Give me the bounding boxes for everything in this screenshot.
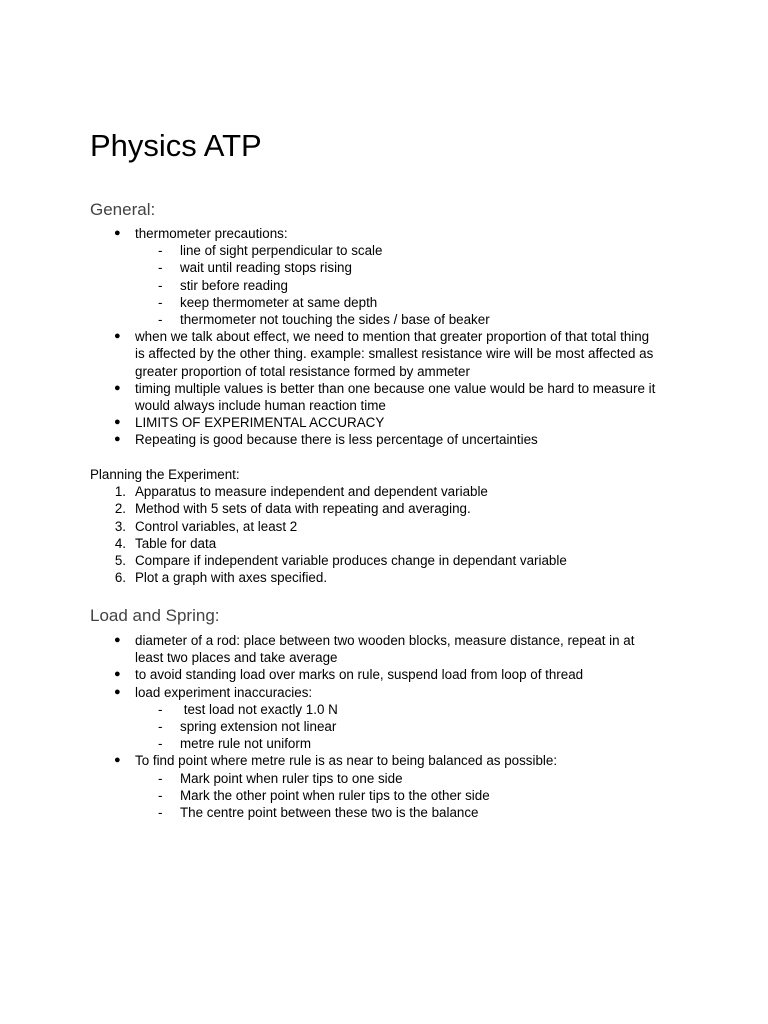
dash-marker: - xyxy=(158,701,163,717)
bullet-item xyxy=(90,414,690,431)
numbered-item-text: Control variables, at least 2 xyxy=(135,518,298,534)
sub-item xyxy=(90,770,690,787)
bullet-marker: ● xyxy=(114,634,121,646)
numbered-item xyxy=(90,500,690,517)
numbered-item xyxy=(90,535,690,552)
bullet-item xyxy=(90,380,690,414)
sub-item xyxy=(90,701,690,718)
item-number: 5. xyxy=(114,552,126,568)
sub-item-text: Mark point when ruler tips to one side xyxy=(180,770,403,786)
planning-numbered-list xyxy=(90,483,690,586)
sub-item xyxy=(90,277,690,294)
bullet-item xyxy=(90,666,690,683)
sub-item-text: keep thermometer at same depth xyxy=(180,294,378,310)
bullet-text-line: Repeating is good because there is less percentage of uncertainties xyxy=(135,432,538,448)
numbered-item-text: Plot a graph with axes specified. xyxy=(135,570,328,586)
item-number: 4. xyxy=(114,535,126,551)
bullet-text-line: greater proportion of total resistance formed by ammeter xyxy=(135,363,470,379)
dash-marker: - xyxy=(158,243,163,259)
numbered-item-text: Table for data xyxy=(135,535,217,551)
bullet-marker: ● xyxy=(114,381,121,394)
dash-marker: - xyxy=(158,718,163,734)
bullet-marker: ● xyxy=(114,416,121,429)
sub-item-text: The centre point between these two is the balance xyxy=(180,804,479,820)
bullet-text-line: load experiment inaccuracies: xyxy=(135,684,313,700)
sub-item-text: Mark the other point when ruler tips to the other side xyxy=(180,787,490,803)
planning-section xyxy=(90,466,690,586)
sub-item-text: line of sight perpendicular to scale xyxy=(180,243,383,259)
bullet-text-line: LIMITS OF EXPERIMENTAL ACCURACY xyxy=(135,415,385,431)
numbered-item-text: Apparatus to measure independent and dependent variable xyxy=(135,484,488,500)
sub-item-text: wait until reading stops rising xyxy=(180,260,352,276)
bullet-item xyxy=(90,328,690,380)
bullet-text-line: diameter of a rod: place between two wooden blocks, measure distance, repeat in at xyxy=(135,633,635,648)
item-number: 6. xyxy=(114,570,126,586)
item-number: 1. xyxy=(114,484,126,500)
bullet-item xyxy=(90,431,690,448)
bullet-text-line: is affected by the other thing. example: smallest resistance wire will be most affected as xyxy=(135,346,654,362)
bullet-marker: ● xyxy=(114,754,121,767)
bullet-marker: ● xyxy=(114,668,121,681)
sub-item xyxy=(90,311,690,328)
sub-item-text: test load not exactly 1.0 N xyxy=(180,701,338,717)
general-bullet-list xyxy=(90,225,690,448)
numbered-item xyxy=(90,569,690,586)
bullet-text-line: timing multiple values is better than one because one value would be hard to measure it xyxy=(135,380,656,396)
sub-item xyxy=(90,242,690,259)
bullet-text-line: to avoid standing load over marks on rule, suspend load from loop of thread xyxy=(135,667,584,683)
bullet-text-line: least two places and take average xyxy=(135,650,338,666)
item-number: 3. xyxy=(114,518,126,534)
sub-item xyxy=(90,735,690,752)
bullet-item xyxy=(90,752,690,769)
bullet-text-line: To find point where metre rule is as near to being balanced as possible: xyxy=(135,753,558,769)
sub-item-text: metre rule not uniform xyxy=(180,736,311,752)
numbered-item xyxy=(90,552,690,569)
numbered-item xyxy=(90,483,690,500)
bullet-text-line: thermometer precautions: xyxy=(135,226,288,241)
bullet-text-line: would always include human reaction time xyxy=(135,397,386,413)
planning-heading: Planning the Experiment: xyxy=(90,467,240,482)
dash-marker: - xyxy=(158,311,163,327)
sub-item xyxy=(90,259,690,276)
dash-marker: - xyxy=(158,294,163,310)
sub-item xyxy=(90,718,690,735)
page-title: Physics ATP xyxy=(90,128,262,163)
load-bullet-list xyxy=(90,632,690,821)
bullet-marker: ● xyxy=(114,227,121,239)
bullet-marker: ● xyxy=(114,685,121,698)
sub-item-text: thermometer not touching the sides / base of beaker xyxy=(180,311,490,327)
bullet-marker: ● xyxy=(114,433,121,446)
bullet-item xyxy=(90,684,690,701)
bullet-text-line: when we talk about effect, we need to mention that greater proportion of that total thing xyxy=(135,329,650,345)
heading-general: General: xyxy=(90,200,156,219)
sub-item xyxy=(90,787,690,804)
dash-marker: - xyxy=(158,787,163,803)
item-number: 2. xyxy=(114,501,126,517)
dash-marker: - xyxy=(158,277,163,293)
dash-marker: - xyxy=(158,736,163,752)
sub-item xyxy=(90,804,690,821)
numbered-item-text: Compare if independent variable produces change in dependant variable xyxy=(135,552,567,568)
numbered-item-text: Method with 5 sets of data with repeating and averaging. xyxy=(135,501,471,517)
bullet-item xyxy=(90,225,690,242)
bullet-item xyxy=(90,632,690,666)
sub-item-text: stir before reading xyxy=(180,277,288,293)
numbered-item xyxy=(90,518,690,535)
bullet-marker: ● xyxy=(114,330,121,343)
dash-marker: - xyxy=(158,770,163,786)
dash-marker: - xyxy=(158,260,163,276)
sub-item xyxy=(90,294,690,311)
heading-load-and-spring: Load and Spring: xyxy=(90,606,220,625)
dash-marker: - xyxy=(158,804,163,820)
sub-item-text: spring extension not linear xyxy=(180,718,337,734)
